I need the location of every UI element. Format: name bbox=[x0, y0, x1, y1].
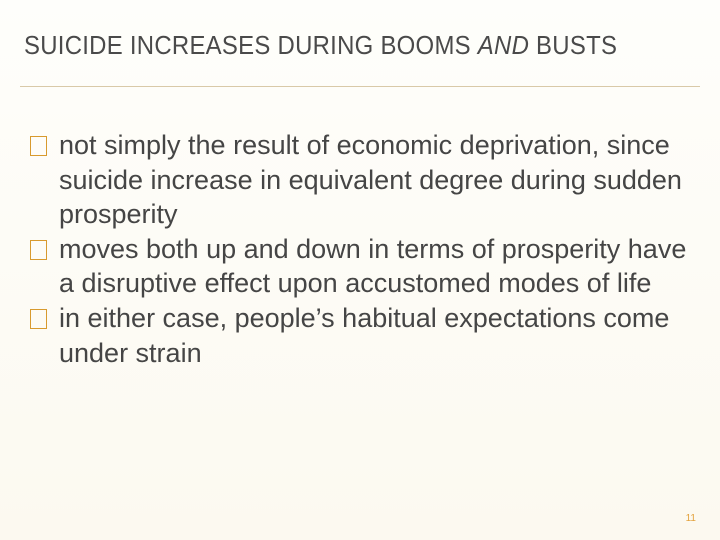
bullet-list bbox=[30, 128, 702, 370]
page-number: 11 bbox=[685, 513, 696, 524]
title-emphasis: AND bbox=[477, 30, 530, 60]
bullet-text: not simply the result of economic deprivation, since suicide increase in equivalent degree during sudden prosperity bbox=[59, 130, 682, 230]
bullet-item bbox=[30, 232, 702, 301]
title-divider bbox=[20, 86, 700, 87]
title-part-2: BUSTS bbox=[529, 30, 618, 60]
bullet-item bbox=[30, 128, 702, 232]
bullet-text: moves both up and down in terms of prosperity have a disruptive effect upon accustomed modes of life bbox=[59, 233, 687, 299]
slide-title bbox=[24, 30, 650, 61]
title-part-1: SUICIDE INCREASES DURING BOOMS bbox=[24, 30, 478, 60]
hollow-square-bullet-icon bbox=[30, 309, 47, 329]
hollow-square-bullet-icon bbox=[30, 240, 47, 260]
bullet-item bbox=[30, 301, 702, 370]
hollow-square-bullet-icon bbox=[30, 136, 47, 156]
bullet-text: in either case, people’s habitual expectations come under strain bbox=[59, 302, 670, 368]
